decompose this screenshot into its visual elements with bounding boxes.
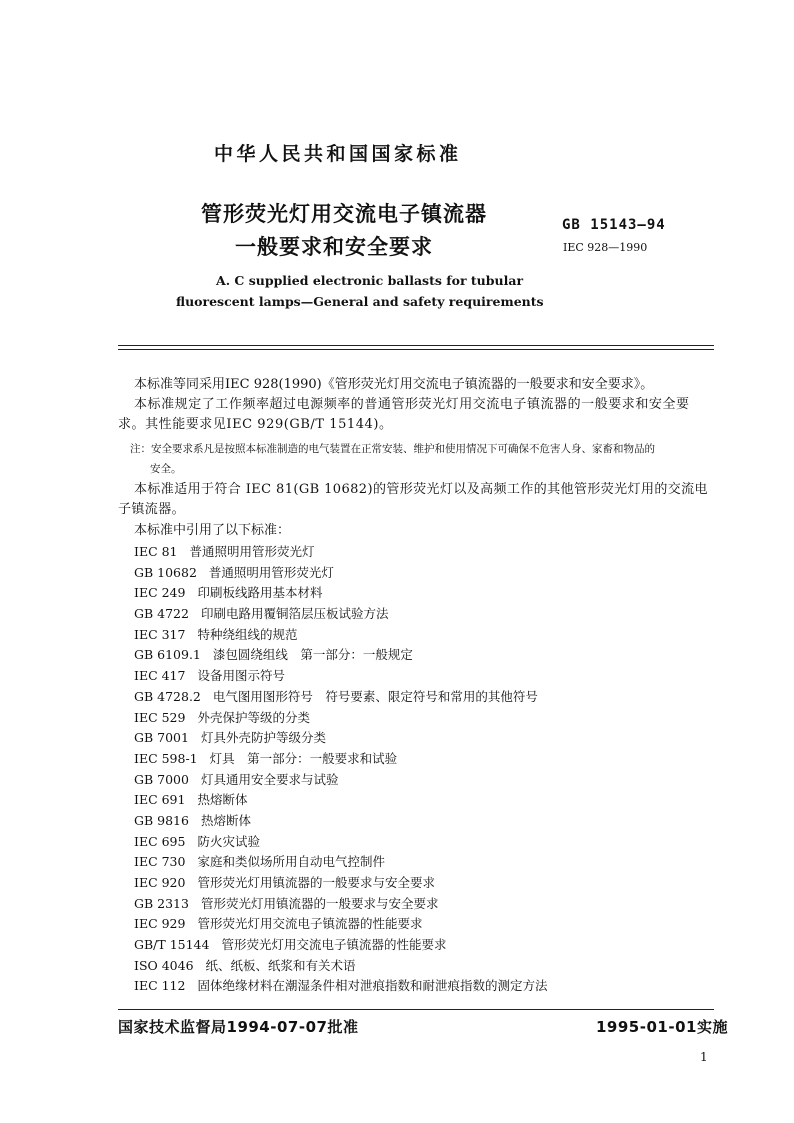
reference-title: 纸、纸板、纸浆和有关术语 [205,957,356,973]
reference-item [134,976,547,997]
reference-item [134,666,547,687]
reference-item [134,852,547,873]
reference-code: IEC 691 [134,792,186,808]
reference-title: 普通照明用管形荧光灯 [208,564,334,580]
reference-title: 管形荧光灯用交流电子镇流器的性能要求 [197,916,423,932]
english-title-line-1: A. C supplied electronic ballasts for tubular [216,273,524,288]
document-title-line-1: 管形荧光灯用交流电子镇流器 [201,202,487,226]
reference-code: GB 2313 [134,895,189,911]
header-divider-top [118,345,714,346]
reference-item [134,811,547,832]
paragraph-adoption: 本标准等同采用IEC 928(1990)《管形荧光灯用交流电子镇流器的一般要求和安全要求》。 [134,377,654,392]
header-divider-bottom [118,349,714,350]
reference-item [134,770,547,791]
effective-date: 1995-01-01实施 [596,1018,728,1036]
safety-note-line-2: 安全。 [150,463,182,475]
reference-code: GB/T 15144 [134,937,210,953]
reference-item [134,894,547,915]
safety-note [130,439,714,479]
reference-title: 热熔断体 [200,812,251,828]
reference-title: 防火灾试验 [197,833,260,849]
reference-title: 灯具通用安全要求与试验 [200,771,339,787]
reference-item [134,687,547,708]
reference-title: 印刷电路用覆铜箔层压板试验方法 [200,606,389,622]
reference-code: IEC 730 [134,854,186,870]
reference-code: ISO 4046 [134,957,194,973]
reference-code: IEC 529 [134,709,186,725]
safety-note-line-1: 注：安全要求系凡是按照本标准制造的电气装置在正常安装、维护和使用情况下可确保不危害人身、家畜和物品的 [130,443,655,455]
reference-item [134,832,547,853]
document-title-line-2: 一般要求和安全要求 [235,235,433,259]
reference-item [134,645,547,666]
referenced-standards-list [134,542,547,997]
reference-item [134,563,547,584]
reference-code: IEC 417 [134,668,186,684]
footer-divider [118,1009,714,1010]
reference-code: IEC 695 [134,833,186,849]
reference-title: 外壳保护等级的分类 [197,709,310,725]
reference-title: 家庭和类似场所用自动电气控制件 [197,854,385,870]
reference-item [134,604,547,625]
reference-title: 灯具 第一部分：一般要求和试验 [209,750,398,766]
reference-code: GB 4728.2 [134,688,201,704]
reference-title: 印刷板线路用基本材料 [197,585,323,601]
paragraph-applicability: 本标准适用于符合 IEC 81(GB 10682)的管形荧光灯以及高频工作的其他管形荧光灯用的交流电子镇流器。 [118,482,708,517]
national-standard-title: 中华人民共和国国家标准 [214,143,462,165]
reference-title: 管形荧光灯用交流电子镇流器的性能要求 [221,937,447,953]
reference-title: 特种绕组线的规范 [197,626,298,642]
reference-code: IEC 920 [134,875,186,890]
reference-code: GB 4722 [134,606,189,622]
reference-code: GB 10682 [134,564,197,580]
reference-code: GB 7001 [134,730,189,746]
reference-title: 普通照明用管形荧光灯 [189,544,315,559]
reference-code: IEC 598-1 [134,750,198,766]
reference-item [134,583,547,604]
page-number: 1 [700,1050,708,1064]
reference-code: IEC 929 [134,916,186,932]
english-title-line-2: fluorescent lamps—General and safety requirements [176,294,544,309]
reference-item [134,708,547,729]
reference-title: 电气图用图形符号 符号要素、限定符号和常用的其他符号 [212,688,538,704]
reference-item [134,749,547,770]
reference-title: 固体绝缘材料在潮湿条件相对泄痕指数和耐泄痕指数的测定方法 [197,978,548,994]
reference-code: GB 9816 [134,812,189,828]
reference-item [134,542,547,563]
reference-item [134,873,547,894]
approval-date: 国家技术监督局1994-07-07批准 [118,1018,359,1036]
reference-title: 漆包圆绕组线 第一部分：一般规定 [212,647,413,663]
reference-code: IEC 112 [134,978,186,994]
reference-title: 管形荧光灯用镇流器的一般要求与安全要求 [200,895,439,911]
reference-code: GB 6109.1 [134,647,201,663]
reference-item [134,790,547,811]
reference-item [134,935,547,956]
reference-item [134,956,547,977]
reference-item [134,625,547,646]
reference-code: GB 7000 [134,771,189,787]
reference-title: 管形荧光灯用镇流器的一般要求与安全要求 [197,875,435,890]
reference-item [134,728,547,749]
reference-title: 设备用图示符号 [197,668,285,684]
reference-title: 热熔断体 [197,792,248,808]
reference-code: IEC 249 [134,585,186,601]
paragraph-references-intro: 本标准中引用了以下标准： [134,523,291,538]
standard-number: GB 15143—94 [562,217,666,233]
reference-code: IEC 81 [134,544,178,559]
reference-title: 灯具外壳防护等级分类 [200,730,326,746]
iec-equivalent-number: IEC 928—1990 [563,241,648,254]
reference-item [134,914,547,935]
reference-code: IEC 317 [134,626,186,642]
paragraph-scope: 本标准规定了工作频率超过电源频率的普通管形荧光灯用交流电子镇流器的一般要求和安全要求。其性能要求见IEC 929(GB/T 15144)。 [118,397,690,432]
